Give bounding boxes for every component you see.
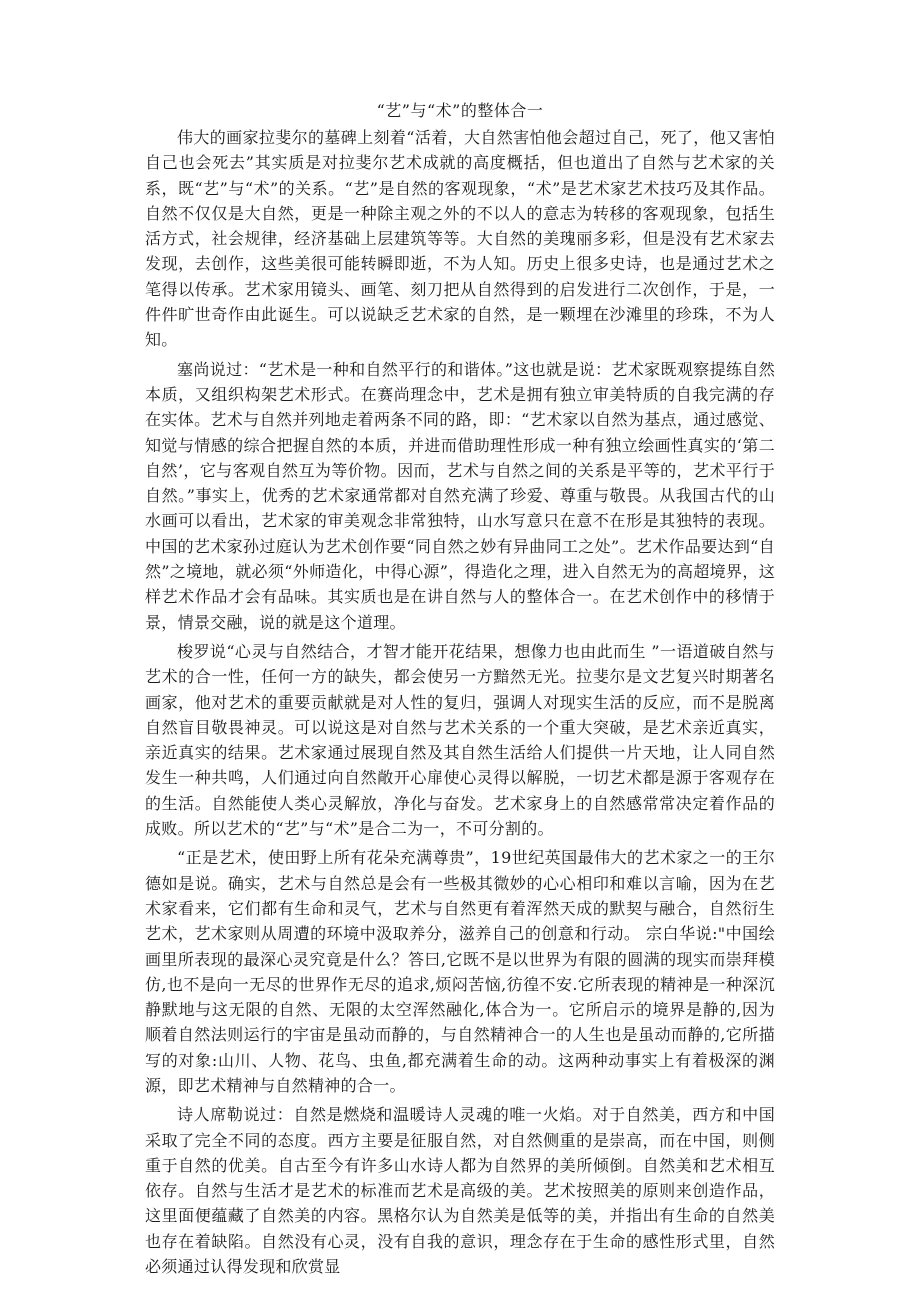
document-page xyxy=(145,98,775,1283)
paragraph-1: 伟大的画家拉斐尔的墓碑上刻着“活着，大自然害怕他会超过自己，死了，他又害怕自己也会死去”其实质是对拉斐尔艺术成就的高度概括，但也道出了自然与艺术家的关系，既“艺”与“术”的关系。“艺”是自然的客观现象，“术”是艺术家艺术技巧及其作品。自然不仅仅是大自然，更是一种除主观之外的不以人的意志为转移的客观现象，包括生活方式，社会规律，经济基础上层建筑等等。大自然的美瑰丽多彩，但是没有艺术家去发现，去创作，这些美很可能转瞬即逝，不为人知。历史上很多史诗，也是通过艺术之笔得以传承。艺术家用镜头、画笔、刻刀把从自然得到的启发进行二次创作，于是，一件件旷世奇作由此诞生。可以说缺乏艺术家的自然，是一颗埋在沙滩里的珍珠，不为人知。 xyxy=(145,128,775,350)
paragraph-2: 塞尚说过：“艺术是一种和自然平行的和谐体。”这也就是说：艺术家既观察提练自然本质，又组织构架艺术形式。在赛尚理念中，艺术是拥有独立审美特质的自我完满的存在实体。艺术与自然并列地走着两条不同的路，即：“艺术家以自然为基点，通过感觉、知觉与情感的综合把握自然的本质，并进而借助理性形成一种有独立绘画性真实的‘第二自然’，它与客观自然互为等价物。因而，艺术与自然之间的关系是平等的，艺术平行于自然。”事实上，优秀的艺术家通常都对自然充满了珍爱、尊重与敬畏。从我国古代的山水画可以看出，艺术家的审美观念非常独特，山水写意只在意不在形是其独特的表现。中国的艺术家孙过庭认为艺术创作要“同自然之妙有异曲同工之处”。艺术作品要达到“自然”之境地，就必须“外师造化，中得心源”，得造化之理，进入自然无为的高超境界，这样艺术作品才会有品味。其实质也是在讲自然与人的整体合一。在艺术创作中的移情于景，情景交融，说的就是这个道理。 xyxy=(145,359,775,632)
paragraph-4: “正是艺术，使田野上所有花朵充满尊贵”，19世纪英国最伟大的艺术家之一的王尔德如是说。确实，艺术与自然总是会有一些极其微妙的心心相印和难以言喻，因为在艺术家看来，它们都有生命和灵气，艺术与自然更有着浑然天成的默契与融合，自然衍生艺术，艺术家则从周遭的环境中汲取养分，滋养自己的创意和行动。 宗白华说:"中国绘画里所表现的最深心灵究竟是什么？答曰,它既不是以世界为有限的圆满的现实而崇拜模仿,也不是向一无尽的世界作无尽的追求,烦闷苦恼,彷徨不安.它所表现的精神是一种深沉静默地与这无限的自然、无限的太空浑然融化,体合为一。它所启示的境界是静的,因为顺着自然法则运行的宇宙是虽动而静的，与自然精神合一的人生也是虽动而静的,它所描写的对象:山川、人物、花鸟、虫鱼,都充满着生命的动。这两种动事实上有着极深的渊源，即艺术精神与自然精神的合一。 xyxy=(145,848,775,1095)
paragraph-3: 梭罗说“心灵与自然结合，才智才能开花结果，想像力也由此而生 ”一语道破自然与艺术的合一性，任何一方的缺失，都会使另一方黯然无光。拉斐尔是文艺复兴时期著名画家，他对艺术的重要贡献就是对人性的复归，强调人对现实生活的反应，而不是脱离自然盲目敬畏神灵。可以说这是对自然与艺术关系的一个重大突破，是艺术亲近真实，亲近真实的结果。艺术家通过展现自然及其自然生活给人们提供一片天地，让人同自然发生一种共鸣，人们通过向自然敞开心扉使心灵得以解脱，一切艺术都是源于客观存在的生活。自然能使人类心灵解放，净化与奋发。艺术家身上的自然感常常决定着作品的成败。所以艺术的“艺”与“术”是合二为一，不可分割的。 xyxy=(145,641,775,839)
paragraph-5: 诗人席勒说过：自然是燃烧和温暖诗人灵魂的唯一火焰。对于自然美，西方和中国采取了完全不同的态度。西方主要是征服自然，对自然侧重的是崇高，而在中国，则侧重于自然的优美。自古至今有许多山水诗人都为自然界的美所倾倒。自然美和艺术相互依存。自然与生活才是艺术的标准而艺术是高级的美。艺术按照美的原则来创造作品，这里面便蕴藏了自然美的内容。黑格尔认为自然美是低等的美，并指出有生命的自然美也存在着缺陷。自然没有心灵，没有自我的意识，理念存在于生命的感性形式里，自然必须通过认得发现和欣赏显 xyxy=(145,1105,775,1277)
document-title: “艺”与“术”的整体合一 xyxy=(376,101,544,120)
